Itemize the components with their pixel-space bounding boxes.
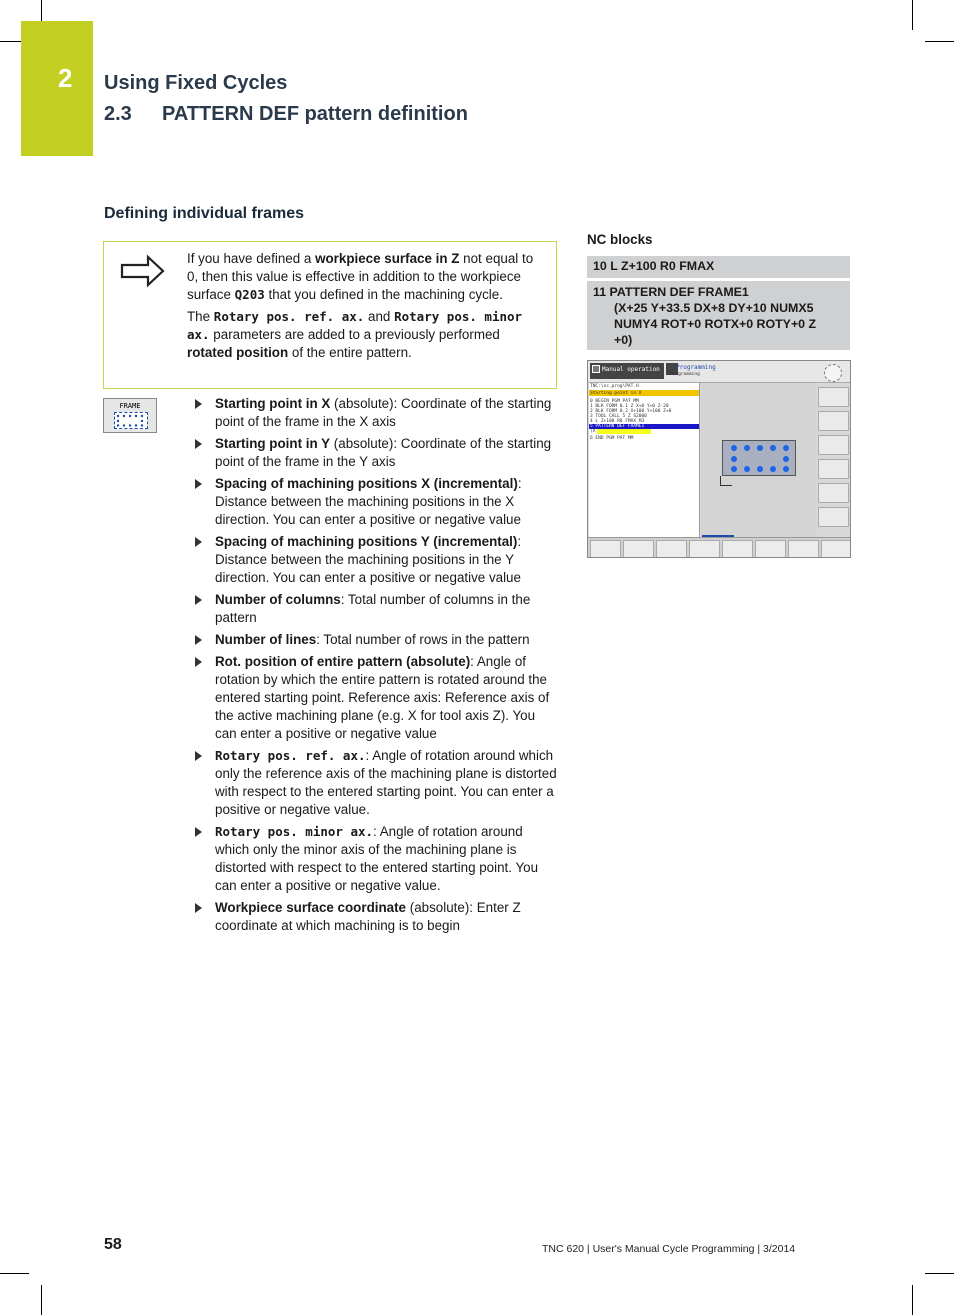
list-item: Workpiece surface coordinate (absolute): Enter Z coordinate at which machining is to begin (195, 899, 557, 935)
list-item: Starting point in Y (absolute): Coordinate of the starting point of the frame in the Y axis (195, 435, 557, 471)
note-text (187, 250, 537, 366)
hole-marker (731, 445, 737, 451)
program-line: 2 BLK FORM 0.2 X+100 Y+100 Z+0 (590, 409, 672, 414)
axis-indicator (720, 476, 732, 486)
softkey-label: FRAME (119, 402, 141, 410)
crop-mark (925, 1273, 954, 1274)
note-paragraph: If you have defined a workpiece surface in Z not equal to 0, then this value is effective in addition to the workpiece surface Q203 that you defined in the machining cycle. (187, 251, 534, 302)
program-line: 6 END PGM PAT MM (590, 436, 634, 441)
list-item: Starting point in X (absolute): Coordinate of the starting point of the frame in the X axis (195, 395, 557, 431)
bottom-softkey[interactable] (656, 540, 687, 558)
note-paragraph: The Rotary pos. ref. ax. and Rotary pos. minor ax. parameters are added to a previously performed rotated position of the entire pattern. (187, 309, 523, 360)
frame-softkey[interactable] (103, 398, 157, 433)
hole-marker (744, 466, 750, 472)
clock-icon (824, 364, 842, 382)
triangle-bullet-icon (195, 479, 202, 489)
program-line: 0 BEGIN PGM PAT MM (590, 399, 639, 404)
triangle-bullet-icon (195, 439, 202, 449)
screen-header (588, 361, 850, 383)
page-number: 58 (104, 1236, 122, 1253)
hole-marker (731, 466, 737, 472)
crop-mark (925, 41, 954, 42)
crop-mark (41, 1285, 42, 1315)
program-mode-label: Programming (676, 364, 716, 371)
mode-label: Manual operation (602, 366, 660, 373)
list-item: Rotary pos. minor ax.: Angle of rotation around which only the minor axis of the machining plane is distorted with respect to the entered starting point. You can enter a positive or negative value. (195, 823, 557, 895)
program-mode-sub: Programming (670, 372, 700, 377)
list-item: Rot. position of entire pattern (absolute): Angle of rotation by which the entire pattern is rotated around the entered starting point. Reference axis: Reference axis of the active machining plane (e.g. X for tool axis Z). You can enter a positive or negative value (195, 653, 557, 743)
nc-blocks-heading: NC blocks (587, 232, 653, 247)
prompt-text: Starting point in X (590, 391, 642, 396)
triangle-bullet-icon (195, 595, 202, 605)
bottom-softkey[interactable] (821, 540, 851, 558)
nc-line: 11 PATTERN DEF FRAME1 (593, 285, 749, 299)
section-number: 2.3 (104, 103, 132, 125)
vertical-softkey-bar (816, 383, 851, 537)
bottom-softkey[interactable] (722, 540, 753, 558)
program-line: 5 PATTERN DEF FRAME1 (590, 424, 645, 429)
horizontal-softkey-bar (588, 537, 850, 558)
note-box (103, 241, 557, 389)
triangle-bullet-icon (195, 903, 202, 913)
bottom-softkey[interactable] (788, 540, 819, 558)
chapter-tab (21, 21, 93, 156)
list-item: Number of lines: Total number of rows in the pattern (195, 631, 557, 649)
side-softkey[interactable] (818, 507, 849, 527)
triangle-bullet-icon (195, 827, 202, 837)
manual-mode-icon (592, 365, 600, 373)
hole-marker (783, 445, 789, 451)
triangle-bullet-icon (195, 657, 202, 667)
bottom-softkey[interactable] (689, 540, 720, 558)
section-title: PATTERN DEF pattern definition (162, 103, 468, 125)
triangle-bullet-icon (195, 537, 202, 547)
hole-marker (783, 466, 789, 472)
nc-block (587, 281, 850, 350)
nc-line: 10 L Z+100 R0 FMAX (593, 259, 715, 273)
program-line: 4 L Z+100 R0 FMAX M3 (590, 419, 645, 424)
nc-block (587, 256, 850, 278)
crop-mark (912, 1285, 913, 1315)
footer-text: TNC 620 | User's Manual Cycle Programming | 3/2014 (542, 1243, 796, 1255)
crop-mark (0, 1273, 29, 1274)
parameter-list (195, 395, 557, 939)
hole-marker (770, 445, 776, 451)
program-line: 1 BLK FORM 0.1 Z X+0 Y+0 Z-20 (590, 404, 669, 409)
bottom-softkey[interactable] (623, 540, 654, 558)
sub-heading: Defining individual frames (104, 205, 305, 222)
hole-marker (757, 466, 763, 472)
list-item: Spacing of machining positions X (incremental): Distance between the machining positions in the X direction. You can enter a positive or negative value (195, 475, 557, 529)
list-item: Number of columns: Total number of columns in the pattern (195, 591, 557, 627)
workpiece-graphic (722, 440, 796, 476)
triangle-bullet-icon (195, 751, 202, 761)
side-softkey[interactable] (818, 483, 849, 503)
mode-indicator (590, 363, 664, 379)
arrow-right-icon (120, 254, 166, 288)
triangle-bullet-icon (195, 399, 202, 409)
nc-line: NUMY4 ROT+0 ROTX+0 ROTY+0 Z (614, 317, 817, 331)
tnc-screenshot (587, 360, 851, 558)
program-line: 3 TOOL CALL 5 Z S2000 (590, 414, 647, 419)
frame-pattern-icon (114, 412, 148, 429)
program-pane (589, 383, 700, 537)
side-softkey[interactable] (818, 435, 849, 455)
nc-line: (X+25 Y+33.5 DX+8 DY+10 NUMX5 (614, 301, 814, 315)
nc-line: +0) (614, 333, 633, 347)
bottom-softkey[interactable] (590, 540, 621, 558)
bottom-softkey[interactable] (755, 540, 786, 558)
input-highlight (597, 429, 651, 434)
triangle-bullet-icon (195, 635, 202, 645)
hole-marker (770, 466, 776, 472)
hole-marker (757, 445, 763, 451)
list-item: Spacing of machining positions Y (incremental): Distance between the machining positions in the Y direction. You can enter a positive or negative value (195, 533, 557, 587)
hole-marker (783, 456, 789, 462)
side-softkey[interactable] (818, 459, 849, 479)
side-softkey[interactable] (818, 411, 849, 431)
crop-mark (912, 0, 913, 30)
list-item: Rotary pos. ref. ax.: Angle of rotation around which only the reference axis of the machining plane is distorted with respect to the entered starting point. You can enter a positive or negative value. (195, 747, 557, 819)
graphic-pane (701, 383, 816, 537)
crop-mark (0, 41, 21, 42)
crop-mark (41, 0, 42, 21)
side-softkey[interactable] (818, 387, 849, 407)
hole-marker (744, 445, 750, 451)
chapter-number: 2 (58, 63, 73, 93)
hole-marker (731, 456, 737, 462)
chapter-title: Using Fixed Cycles (104, 72, 288, 94)
file-path: TNC:\nc_prog\PAT.H (590, 384, 639, 389)
program-line: (X (590, 429, 596, 434)
